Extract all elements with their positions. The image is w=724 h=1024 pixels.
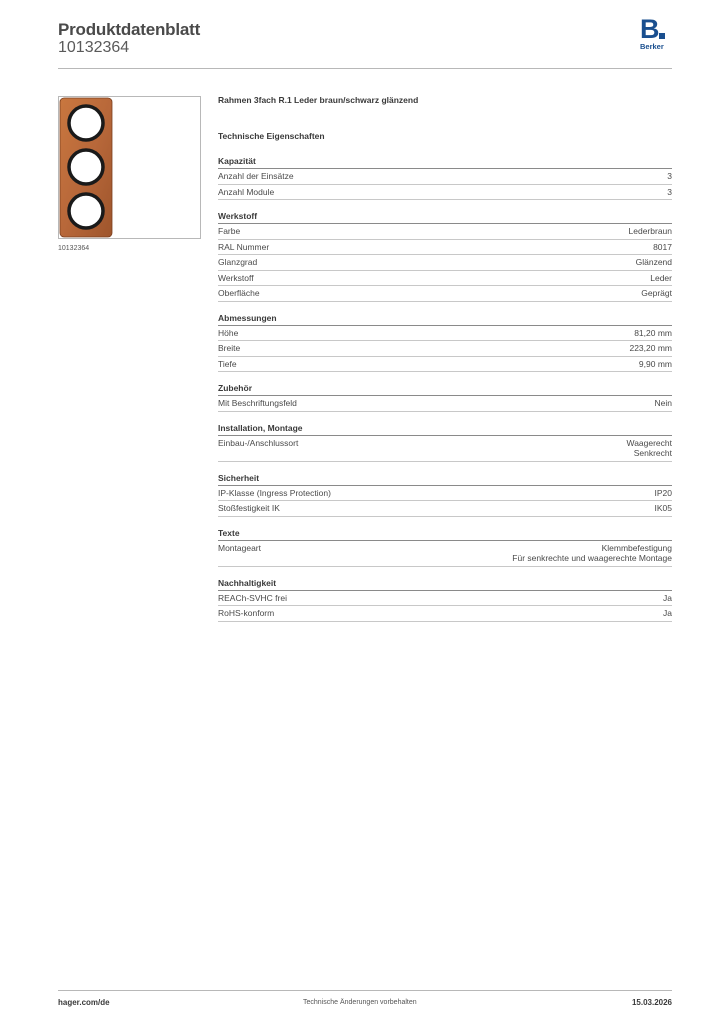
spec-label: Anzahl Module (218, 186, 275, 197)
spec-value (639, 359, 672, 370)
footer-notice: Technische Änderungen vorbehalten (303, 999, 417, 1006)
spec-group (218, 578, 672, 622)
spec-label: RoHS-konform (218, 608, 275, 618)
socket-ring-top (69, 106, 103, 140)
spec-value (653, 242, 672, 253)
spec-group-title: Zubehör (218, 383, 672, 396)
spec-value-line: 9,90 mm (638, 358, 672, 369)
logo-text: Berker (640, 42, 664, 51)
document-title: Produktdatenblatt (58, 20, 201, 39)
page-header (58, 14, 672, 70)
spec-group (218, 211, 672, 302)
spec-value (629, 226, 672, 237)
spec-row (218, 341, 672, 357)
spec-label: Stoßfestigkeit IK (218, 503, 280, 513)
spec-value-line: 3 (667, 186, 672, 197)
spec-groups (218, 156, 672, 622)
footer-date: 15.03.2026 (631, 998, 672, 1007)
spec-label: Anzahl der Einsätze (218, 171, 294, 181)
spec-value (636, 257, 672, 268)
spec-value (626, 438, 672, 459)
spec-row (218, 357, 672, 373)
spec-row (218, 606, 672, 622)
document-number: 10132364 (58, 39, 130, 56)
footer-divider (58, 990, 672, 991)
spec-value-line: IP20 (654, 487, 672, 498)
spec-value-line: 81,20 mm (634, 327, 672, 338)
product-specs (218, 95, 672, 622)
spec-label: IP-Klasse (Ingress Protection) (218, 487, 331, 498)
footer-website[interactable]: hager.com/de (58, 998, 110, 1007)
section-heading: Technische Eigenschaften (218, 131, 325, 141)
image-caption: 10132364 (58, 245, 90, 252)
spec-value (512, 543, 672, 564)
spec-group-title: Texte (218, 528, 672, 541)
spec-value (663, 608, 672, 619)
product-title: Rahmen 3fach R.1 Leder braun/schwarz glänzend (218, 95, 419, 105)
spec-value-line: Geprägt (641, 288, 672, 298)
spec-row (218, 286, 672, 302)
spec-value-line: Für senkrechte und waagerechte Montage (512, 553, 672, 563)
spec-row (218, 169, 672, 185)
socket-ring-bottom (69, 194, 103, 228)
spec-row (218, 541, 672, 567)
spec-value-line: Waagerecht (626, 437, 672, 448)
spec-value (655, 488, 673, 499)
spec-label: Tiefe (218, 358, 237, 369)
header-divider (58, 68, 672, 69)
spec-label: Montageart (218, 542, 261, 553)
spec-row (218, 255, 672, 271)
spec-group-title: Installation, Montage (218, 423, 672, 436)
spec-value-line: Nein (654, 398, 672, 408)
spec-label: Glanzgrad (218, 257, 258, 267)
spec-group (218, 156, 672, 200)
spec-group-title: Abmessungen (218, 313, 672, 326)
spec-label: Farbe (218, 226, 241, 236)
spec-value (667, 187, 672, 198)
spec-group-title: Sicherheit (218, 473, 672, 486)
spec-value-line: Senkrecht (633, 448, 672, 458)
spec-label: Mit Beschriftungsfeld (218, 398, 297, 408)
spec-row (218, 501, 672, 517)
spec-value-line: 3 (667, 171, 672, 181)
spec-row (218, 396, 672, 412)
spec-value (663, 593, 672, 604)
spec-value-line: Ja (663, 608, 672, 618)
spec-value-line: IK05 (654, 503, 672, 513)
spec-row (218, 591, 672, 607)
spec-group-title: Kapazität (218, 156, 672, 169)
spec-value-line: 8017 (653, 241, 672, 252)
spec-group (218, 383, 672, 412)
spec-row (218, 436, 672, 462)
spec-label: Oberfläche (218, 288, 260, 298)
spec-value-line: 223,20 mm (629, 343, 672, 353)
spec-value (641, 288, 672, 299)
spec-row (218, 185, 672, 201)
spec-value-line: Lederbraun (628, 226, 672, 236)
spec-row (218, 271, 672, 287)
spec-label: Einbau-/Anschlussort (218, 437, 299, 448)
spec-group-title: Werkstoff (218, 211, 672, 224)
berker-logo (640, 16, 672, 52)
spec-label: Werkstoff (218, 272, 254, 283)
spec-row (218, 486, 672, 502)
product-image-frame (58, 96, 201, 239)
spec-value (655, 503, 673, 514)
spec-value-line: Ja (663, 592, 672, 603)
spec-row (218, 224, 672, 240)
socket-ring-middle (69, 150, 103, 184)
spec-row (218, 240, 672, 256)
spec-label: RAL Nummer (218, 241, 270, 252)
spec-group (218, 528, 672, 567)
spec-value-line: Glänzend (635, 257, 672, 267)
spec-value (634, 328, 672, 339)
product-image (59, 97, 200, 238)
spec-value (629, 343, 672, 354)
spec-value-line: Leder (650, 272, 672, 283)
spec-group (218, 423, 672, 462)
logo-dot (659, 33, 665, 39)
spec-group (218, 313, 672, 373)
spec-label: Breite (218, 343, 241, 353)
spec-group-title: Nachhaltigkeit (218, 578, 672, 591)
logo-letter: B (640, 14, 660, 44)
spec-value (667, 171, 672, 182)
spec-value (655, 398, 672, 409)
spec-value-line: Klemmbefestigung (601, 542, 672, 553)
spec-value (650, 273, 672, 284)
spec-label: REACh-SVHC frei (218, 592, 287, 603)
spec-group (218, 473, 672, 517)
spec-row (218, 326, 672, 342)
spec-label: Höhe (218, 327, 239, 338)
